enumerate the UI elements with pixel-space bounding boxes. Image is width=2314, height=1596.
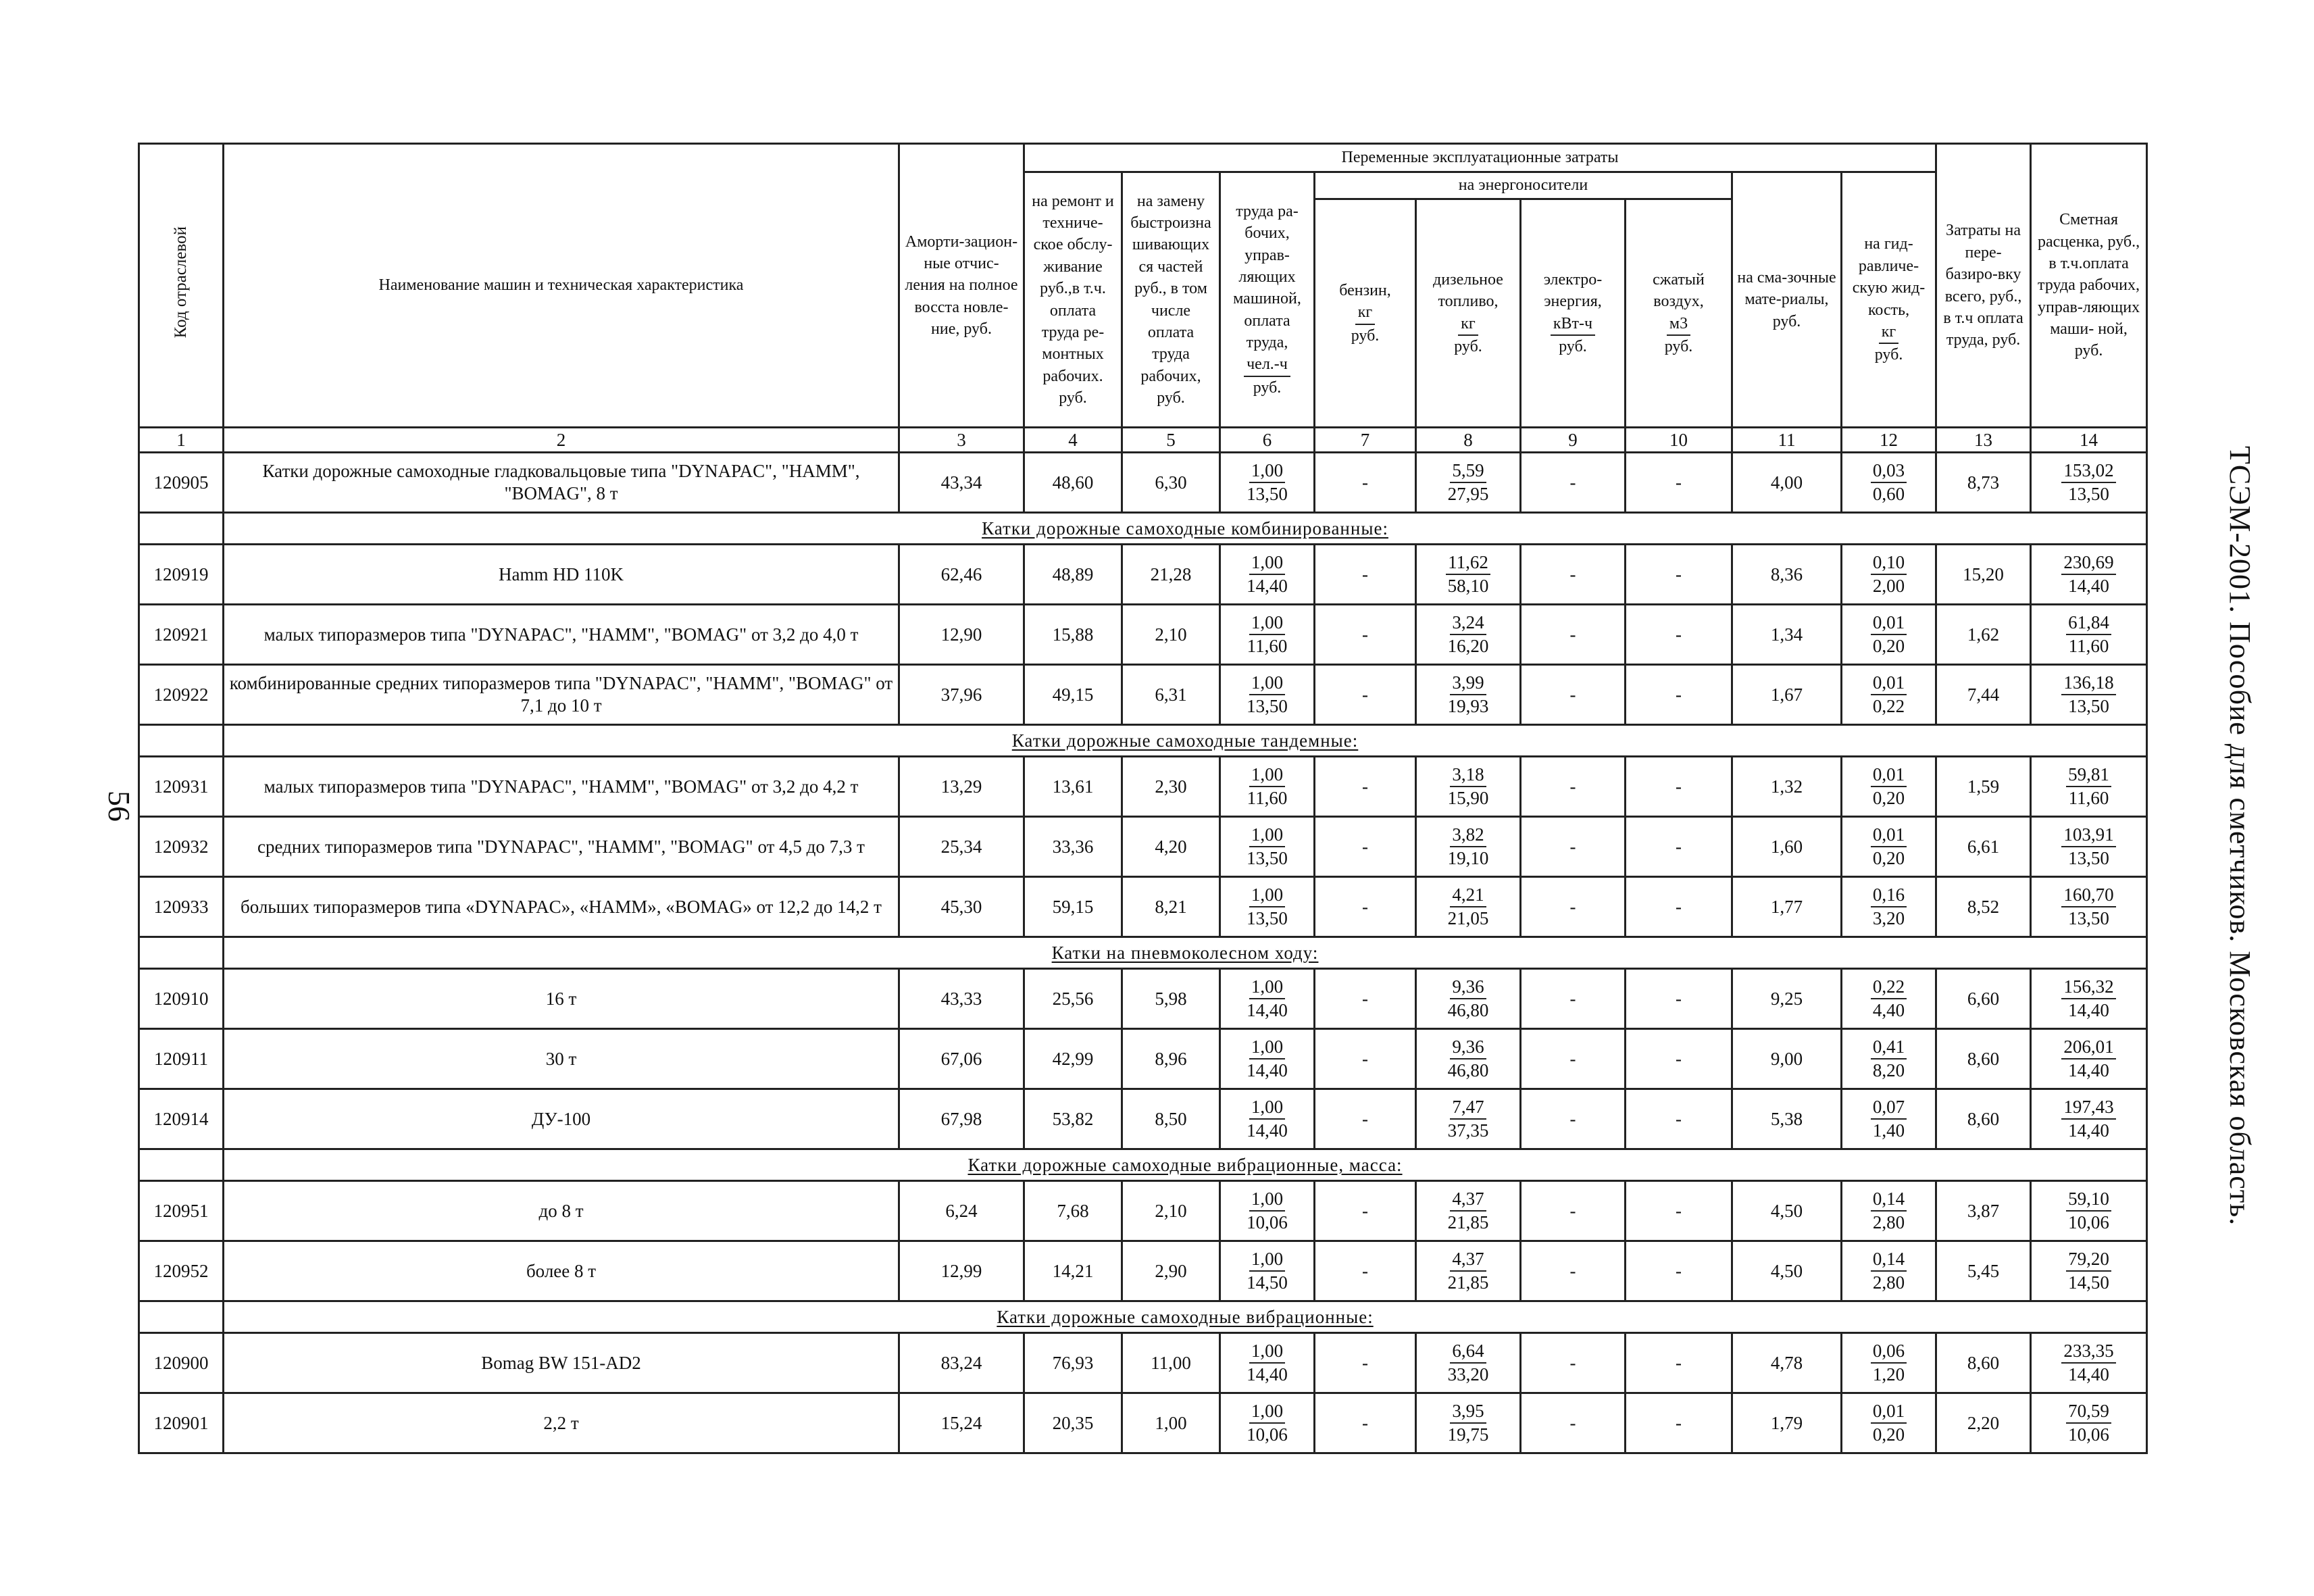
- repair-value: 33,36: [1024, 817, 1122, 877]
- labor-value: $\frac{1,00}{10,06}$: [1220, 1181, 1315, 1241]
- hydraulic-value: $\frac{0,06}{1,20}$: [1842, 1333, 1936, 1393]
- hydraulic-value: $\frac{0,01}{0,20}$: [1842, 605, 1936, 665]
- group-header-row: [139, 1301, 2147, 1333]
- lubricants-value: 4,50: [1732, 1181, 1842, 1241]
- petrol-value: -: [1315, 665, 1416, 725]
- compressed-air-value: -: [1626, 1333, 1732, 1393]
- header-name: Наименование машин и техническая характеристика: [224, 144, 899, 428]
- replace-parts-value: 8,50: [1122, 1089, 1220, 1149]
- lubricants-value: 8,36: [1732, 545, 1842, 605]
- machine-code: 120919: [139, 545, 224, 605]
- group-spacer: [139, 937, 224, 969]
- column-number: 6: [1220, 428, 1315, 453]
- compressed-air-value: -: [1626, 545, 1732, 605]
- column-number: 1: [139, 428, 224, 453]
- relocation-value: 8,52: [1936, 877, 2031, 937]
- machine-code: 120952: [139, 1241, 224, 1301]
- machine-name: 2,2 т: [224, 1393, 899, 1453]
- estimate-value: $\frac{156,32}{14,40}$: [2031, 969, 2147, 1029]
- machine-name: более 8 т: [224, 1241, 899, 1301]
- table-row: [139, 1241, 2147, 1301]
- replace-parts-value: 6,30: [1122, 453, 1220, 513]
- machine-name: 16 т: [224, 969, 899, 1029]
- column-number-row: [139, 428, 2147, 453]
- repair-value: 7,68: [1024, 1181, 1122, 1241]
- labor-value: $\frac{1,00}{11,60}$: [1220, 605, 1315, 665]
- electricity-value: -: [1521, 1241, 1626, 1301]
- group-title: Катки дорожные самоходные комбинированные:: [224, 513, 2147, 545]
- column-number: 13: [1936, 428, 2031, 453]
- diesel-value: $\frac{5,59}{27,95}$: [1416, 453, 1521, 513]
- diesel-value: $\frac{9,36}{46,80}$: [1416, 1029, 1521, 1089]
- repair-value: 20,35: [1024, 1393, 1122, 1453]
- electricity-value: -: [1521, 877, 1626, 937]
- labor-value: $\frac{1,00}{14,40}$: [1220, 969, 1315, 1029]
- machine-code: 120921: [139, 605, 224, 665]
- compressed-air-value: -: [1626, 817, 1732, 877]
- amortization-value: 45,30: [899, 877, 1024, 937]
- group-title: Катки дорожные самоходные тандемные:: [224, 725, 2147, 757]
- compressed-air-value: -: [1626, 1181, 1732, 1241]
- diesel-value: $\frac{4,37}{21,85}$: [1416, 1241, 1521, 1301]
- machine-name: Катки дорожные самоходные гладковальцовые типа "DYNAPAC", "HAMM", "BOMAG", 8 т: [224, 453, 899, 513]
- estimate-value: $\frac{61,84}{11,60}$: [2031, 605, 2147, 665]
- estimate-value: $\frac{160,70}{13,50}$: [2031, 877, 2147, 937]
- header-lubricants: на сма-зочные мате-риалы, руб.: [1732, 172, 1842, 428]
- page-number: 56: [102, 791, 136, 822]
- group-header-row: [139, 725, 2147, 757]
- machine-code: 120901: [139, 1393, 224, 1453]
- group-spacer: [139, 513, 224, 545]
- group-title: Катки на пневмоколесном ходу:: [224, 937, 2147, 969]
- relocation-value: 8,73: [1936, 453, 2031, 513]
- hydraulic-value: $\frac{0,10}{2,00}$: [1842, 545, 1936, 605]
- lubricants-value: 4,78: [1732, 1333, 1842, 1393]
- column-number: 2: [224, 428, 899, 453]
- diesel-value: $\frac{3,99}{19,93}$: [1416, 665, 1521, 725]
- repair-value: 14,21: [1024, 1241, 1122, 1301]
- electricity-value: -: [1521, 605, 1626, 665]
- repair-value: 15,88: [1024, 605, 1122, 665]
- table-row: [139, 665, 2147, 725]
- table-row: [139, 1181, 2147, 1241]
- column-number: 4: [1024, 428, 1122, 453]
- hydraulic-value: $\frac{0,22}{4,40}$: [1842, 969, 1936, 1029]
- petrol-value: -: [1315, 1333, 1416, 1393]
- table-row: [139, 453, 2147, 513]
- column-number: 10: [1626, 428, 1732, 453]
- diesel-value: $\frac{3,82}{19,10}$: [1416, 817, 1521, 877]
- group-header-row: [139, 1149, 2147, 1181]
- relocation-value: 8,60: [1936, 1029, 2031, 1089]
- repair-value: 49,15: [1024, 665, 1122, 725]
- electricity-value: -: [1521, 665, 1626, 725]
- machine-code: 120932: [139, 817, 224, 877]
- lubricants-value: 4,00: [1732, 453, 1842, 513]
- table-row: [139, 969, 2147, 1029]
- hydraulic-value: $\frac{0,03}{0,60}$: [1842, 453, 1936, 513]
- hydraulic-value: $\frac{0,01}{0,20}$: [1842, 817, 1936, 877]
- amortization-value: 6,24: [899, 1181, 1024, 1241]
- compressed-air-value: -: [1626, 665, 1732, 725]
- lubricants-value: 1,67: [1732, 665, 1842, 725]
- machine-name: Bomag BW 151-AD2: [224, 1333, 899, 1393]
- diesel-value: $\frac{4,37}{21,85}$: [1416, 1181, 1521, 1241]
- machine-name: малых типоразмеров типа "DYNAPAC", "HAMM", "BOMAG" от 3,2 до 4,0 т: [224, 605, 899, 665]
- column-number: 8: [1416, 428, 1521, 453]
- header-energy: на энергоносители: [1315, 172, 1732, 199]
- petrol-value: -: [1315, 605, 1416, 665]
- replace-parts-value: 1,00: [1122, 1393, 1220, 1453]
- compressed-air-value: -: [1626, 1089, 1732, 1149]
- diesel-value: $\frac{3,18}{15,90}$: [1416, 757, 1521, 817]
- lubricants-value: 1,60: [1732, 817, 1842, 877]
- labor-value: $\frac{1,00}{14,40}$: [1220, 1333, 1315, 1393]
- electricity-value: -: [1521, 757, 1626, 817]
- group-header-row: [139, 513, 2147, 545]
- column-number: 7: [1315, 428, 1416, 453]
- machine-name: 30 т: [224, 1029, 899, 1089]
- replace-parts-value: 5,98: [1122, 969, 1220, 1029]
- petrol-value: -: [1315, 1393, 1416, 1453]
- relocation-value: 8,60: [1936, 1089, 2031, 1149]
- amortization-value: 12,99: [899, 1241, 1024, 1301]
- lubricants-value: 9,25: [1732, 969, 1842, 1029]
- lubricants-value: 1,34: [1732, 605, 1842, 665]
- diesel-value: $\frac{4,21}{21,05}$: [1416, 877, 1521, 937]
- column-number: 9: [1521, 428, 1626, 453]
- estimate-value: $\frac{103,91}{13,50}$: [2031, 817, 2147, 877]
- labor-value: $\frac{1,00}{11,60}$: [1220, 757, 1315, 817]
- estimate-value: $\frac{197,43}{14,40}$: [2031, 1089, 2147, 1149]
- repair-value: 48,89: [1024, 545, 1122, 605]
- amortization-value: 67,06: [899, 1029, 1024, 1089]
- hydraulic-value: $\frac{0,07}{1,40}$: [1842, 1089, 1936, 1149]
- machine-name: больших типоразмеров типа «DYNAPAC», «HAMM», «BOMAG» от 12,2 до 14,2 т: [224, 877, 899, 937]
- labor-value: $\frac{1,00}{14,50}$: [1220, 1241, 1315, 1301]
- petrol-value: -: [1315, 877, 1416, 937]
- column-number: 12: [1842, 428, 1936, 453]
- diesel-value: $\frac{3,24}{16,20}$: [1416, 605, 1521, 665]
- repair-value: 48,60: [1024, 453, 1122, 513]
- hydraulic-value: $\frac{0,01}{0,22}$: [1842, 665, 1936, 725]
- header-variable-costs: Переменные эксплуатационные затраты: [1024, 144, 1936, 172]
- table-row: [139, 1029, 2147, 1089]
- machine-code: 120931: [139, 757, 224, 817]
- amortization-value: 12,90: [899, 605, 1024, 665]
- compressed-air-value: -: [1626, 877, 1732, 937]
- replace-parts-value: 2,10: [1122, 1181, 1220, 1241]
- electricity-value: -: [1521, 817, 1626, 877]
- lubricants-value: 1,32: [1732, 757, 1842, 817]
- electricity-value: -: [1521, 1393, 1626, 1453]
- lubricants-value: 1,77: [1732, 877, 1842, 937]
- repair-value: 42,99: [1024, 1029, 1122, 1089]
- estimate-value: $\frac{59,10}{10,06}$: [2031, 1181, 2147, 1241]
- hydraulic-value: $\frac{0,14}{2,80}$: [1842, 1241, 1936, 1301]
- replace-parts-value: 2,10: [1122, 605, 1220, 665]
- header-diesel: дизельное топливо, кг руб.: [1416, 199, 1521, 428]
- hydraulic-value: $\frac{0,14}{2,80}$: [1842, 1181, 1936, 1241]
- amortization-value: 13,29: [899, 757, 1024, 817]
- machine-name: средних типоразмеров типа "DYNAPAC", "HAMM", "BOMAG" от 4,5 до 7,3 т: [224, 817, 899, 877]
- lubricants-value: 5,38: [1732, 1089, 1842, 1149]
- relocation-value: 3,87: [1936, 1181, 2031, 1241]
- labor-value: $\frac{1,00}{13,50}$: [1220, 665, 1315, 725]
- estimate-value: $\frac{206,01}{14,40}$: [2031, 1029, 2147, 1089]
- labor-value: $\frac{1,00}{13,50}$: [1220, 817, 1315, 877]
- electricity-value: -: [1521, 1029, 1626, 1089]
- estimate-value: $\frac{79,20}{14,50}$: [2031, 1241, 2147, 1301]
- amortization-value: 43,34: [899, 453, 1024, 513]
- machine-code: 120951: [139, 1181, 224, 1241]
- estimate-value: $\frac{59,81}{11,60}$: [2031, 757, 2147, 817]
- table-row: [139, 757, 2147, 817]
- lubricants-value: 1,79: [1732, 1393, 1842, 1453]
- amortization-value: 37,96: [899, 665, 1024, 725]
- relocation-value: 15,20: [1936, 545, 2031, 605]
- estimate-value: $\frac{153,02}{13,50}$: [2031, 453, 2147, 513]
- estimate-value: $\frac{233,35}{14,40}$: [2031, 1333, 2147, 1393]
- repair-value: 13,61: [1024, 757, 1122, 817]
- replace-parts-value: 6,31: [1122, 665, 1220, 725]
- table-row: [139, 877, 2147, 937]
- header-compressed-air: сжатый воздух, м3 руб.: [1626, 199, 1732, 428]
- labor-value: $\frac{1,00}{13,50}$: [1220, 877, 1315, 937]
- relocation-value: 6,60: [1936, 969, 2031, 1029]
- column-number: 11: [1732, 428, 1842, 453]
- estimate-value: $\frac{70,59}{10,06}$: [2031, 1393, 2147, 1453]
- machine-name: до 8 т: [224, 1181, 899, 1241]
- table-row: [139, 605, 2147, 665]
- column-number: 14: [2031, 428, 2147, 453]
- group-title: Катки дорожные самоходные вибрационные:: [224, 1301, 2147, 1333]
- table-row: [139, 1393, 2147, 1453]
- electricity-value: -: [1521, 545, 1626, 605]
- relocation-value: 5,45: [1936, 1241, 2031, 1301]
- hydraulic-value: $\frac{0,41}{8,20}$: [1842, 1029, 1936, 1089]
- relocation-value: 2,20: [1936, 1393, 2031, 1453]
- electricity-value: -: [1521, 1089, 1626, 1149]
- replace-parts-value: 4,20: [1122, 817, 1220, 877]
- hydraulic-value: $\frac{0,01}{0,20}$: [1842, 757, 1936, 817]
- electricity-value: -: [1521, 1333, 1626, 1393]
- relocation-value: 7,44: [1936, 665, 2031, 725]
- petrol-value: -: [1315, 1181, 1416, 1241]
- machine-name: ДУ-100: [224, 1089, 899, 1149]
- side-title: ТСЭМ-2001. Пособие для сметчиков. Московская область.: [2223, 446, 2257, 1226]
- header-relocation: Затраты на пере-базиро-вку всего, руб., в т.ч оплата труда, руб.: [1936, 144, 2031, 428]
- petrol-value: -: [1315, 757, 1416, 817]
- machine-name: Hamm HD 110K: [224, 545, 899, 605]
- group-header-row: [139, 937, 2147, 969]
- labor-value: $\frac{1,00}{14,40}$: [1220, 1089, 1315, 1149]
- estimate-value: $\frac{230,69}{14,40}$: [2031, 545, 2147, 605]
- hydraulic-value: $\frac{0,16}{3,20}$: [1842, 877, 1936, 937]
- amortization-value: 67,98: [899, 1089, 1024, 1149]
- machine-name: комбинированные средних типоразмеров типа "DYNAPAC", "HAMM", "BOMAG" от 7,1 до 10 т: [224, 665, 899, 725]
- machine-code: 120914: [139, 1089, 224, 1149]
- relocation-value: 6,61: [1936, 817, 2031, 877]
- replace-parts-value: 2,30: [1122, 757, 1220, 817]
- diesel-value: $\frac{7,47}{37,35}$: [1416, 1089, 1521, 1149]
- header-electricity: электро-энергия, кВт-ч руб.: [1521, 199, 1626, 428]
- table-body: [139, 428, 2147, 1453]
- compressed-air-value: -: [1626, 1241, 1732, 1301]
- electricity-value: -: [1521, 453, 1626, 513]
- estimate-value: $\frac{136,18}{13,50}$: [2031, 665, 2147, 725]
- labor-value: $\frac{1,00}{14,40}$: [1220, 545, 1315, 605]
- table-row: [139, 1333, 2147, 1393]
- compressed-air-value: -: [1626, 605, 1732, 665]
- repair-value: 59,15: [1024, 877, 1122, 937]
- lubricants-value: 9,00: [1732, 1029, 1842, 1089]
- header-code: Код отраслевой: [139, 144, 224, 428]
- group-spacer: [139, 1301, 224, 1333]
- group-title: Катки дорожные самоходные вибрационные, масса:: [224, 1149, 2147, 1181]
- table-row: [139, 1089, 2147, 1149]
- petrol-value: -: [1315, 545, 1416, 605]
- machine-code: 120922: [139, 665, 224, 725]
- replace-parts-value: 2,90: [1122, 1241, 1220, 1301]
- replace-parts-value: 11,00: [1122, 1333, 1220, 1393]
- machine-name: малых типоразмеров типа "DYNAPAC", "HAMM", "BOMAG" от 3,2 до 4,2 т: [224, 757, 899, 817]
- repair-value: 53,82: [1024, 1089, 1122, 1149]
- header-estimate: Сметная расценка, руб., в т.ч.оплата труда рабочих, управ-ляющих маши- ной, руб.: [2031, 144, 2147, 428]
- header-petrol: бензин, кг руб.: [1315, 199, 1416, 428]
- diesel-value: $\frac{9,36}{46,80}$: [1416, 969, 1521, 1029]
- diesel-value: $\frac{6,64}{33,20}$: [1416, 1333, 1521, 1393]
- column-number: 5: [1122, 428, 1220, 453]
- petrol-value: -: [1315, 817, 1416, 877]
- labor-value: $\frac{1,00}{13,50}$: [1220, 453, 1315, 513]
- repair-value: 76,93: [1024, 1333, 1122, 1393]
- header-hydraulic: на гид-равличе-скую жид-кость, кг руб.: [1842, 172, 1936, 428]
- petrol-value: -: [1315, 1089, 1416, 1149]
- replace-parts-value: 8,96: [1122, 1029, 1220, 1089]
- relocation-value: 1,62: [1936, 605, 2031, 665]
- amortization-value: 15,24: [899, 1393, 1024, 1453]
- compressed-air-value: -: [1626, 453, 1732, 513]
- diesel-value: $\frac{11,62}{58,10}$: [1416, 545, 1521, 605]
- amortization-value: 43,33: [899, 969, 1024, 1029]
- machine-code: 120900: [139, 1333, 224, 1393]
- relocation-value: 8,60: [1936, 1333, 2031, 1393]
- machine-code: 120910: [139, 969, 224, 1029]
- header-amortization: Аморти-зацион-ные отчис-ления на полное восста новле-ние, руб.: [899, 144, 1024, 428]
- column-number: 3: [899, 428, 1024, 453]
- group-spacer: [139, 1149, 224, 1181]
- compressed-air-value: -: [1626, 757, 1732, 817]
- amortization-value: 25,34: [899, 817, 1024, 877]
- petrol-value: -: [1315, 1241, 1416, 1301]
- amortization-value: 83,24: [899, 1333, 1024, 1393]
- replace-parts-value: 8,21: [1122, 877, 1220, 937]
- header-repair: на ремонт и техниче-ское обслу-живание руб.,в т.ч. оплата труда ре-монтных рабочих. руб.: [1024, 172, 1122, 428]
- petrol-value: -: [1315, 969, 1416, 1029]
- electricity-value: -: [1521, 969, 1626, 1029]
- lubricants-value: 4,50: [1732, 1241, 1842, 1301]
- header-replace-parts: на замену быстроизна шивающих ся частей руб., в том числе оплата труда рабочих, руб.: [1122, 172, 1220, 428]
- labor-value: $\frac{1,00}{10,06}$: [1220, 1393, 1315, 1453]
- header-labor: труда ра-бочих, управ-ляющих машиной, оплата труда, чел.-ч руб.: [1220, 172, 1315, 428]
- machine-code: 120905: [139, 453, 224, 513]
- relocation-value: 1,59: [1936, 757, 2031, 817]
- amortization-value: 62,46: [899, 545, 1024, 605]
- table-row: [139, 545, 2147, 605]
- replace-parts-value: 21,28: [1122, 545, 1220, 605]
- compressed-air-value: -: [1626, 969, 1732, 1029]
- labor-value: $\frac{1,00}{14,40}$: [1220, 1029, 1315, 1089]
- petrol-value: -: [1315, 1029, 1416, 1089]
- diesel-value: $\frac{3,95}{19,75}$: [1416, 1393, 1521, 1453]
- hydraulic-value: $\frac{0,01}{0,20}$: [1842, 1393, 1936, 1453]
- compressed-air-value: -: [1626, 1029, 1732, 1089]
- machine-code: 120911: [139, 1029, 224, 1089]
- petrol-value: -: [1315, 453, 1416, 513]
- electricity-value: -: [1521, 1181, 1626, 1241]
- table-row: [139, 817, 2147, 877]
- repair-value: 25,56: [1024, 969, 1122, 1029]
- compressed-air-value: -: [1626, 1393, 1732, 1453]
- group-spacer: [139, 725, 224, 757]
- machine-cost-table: [138, 143, 2148, 1454]
- machine-code: 120933: [139, 877, 224, 937]
